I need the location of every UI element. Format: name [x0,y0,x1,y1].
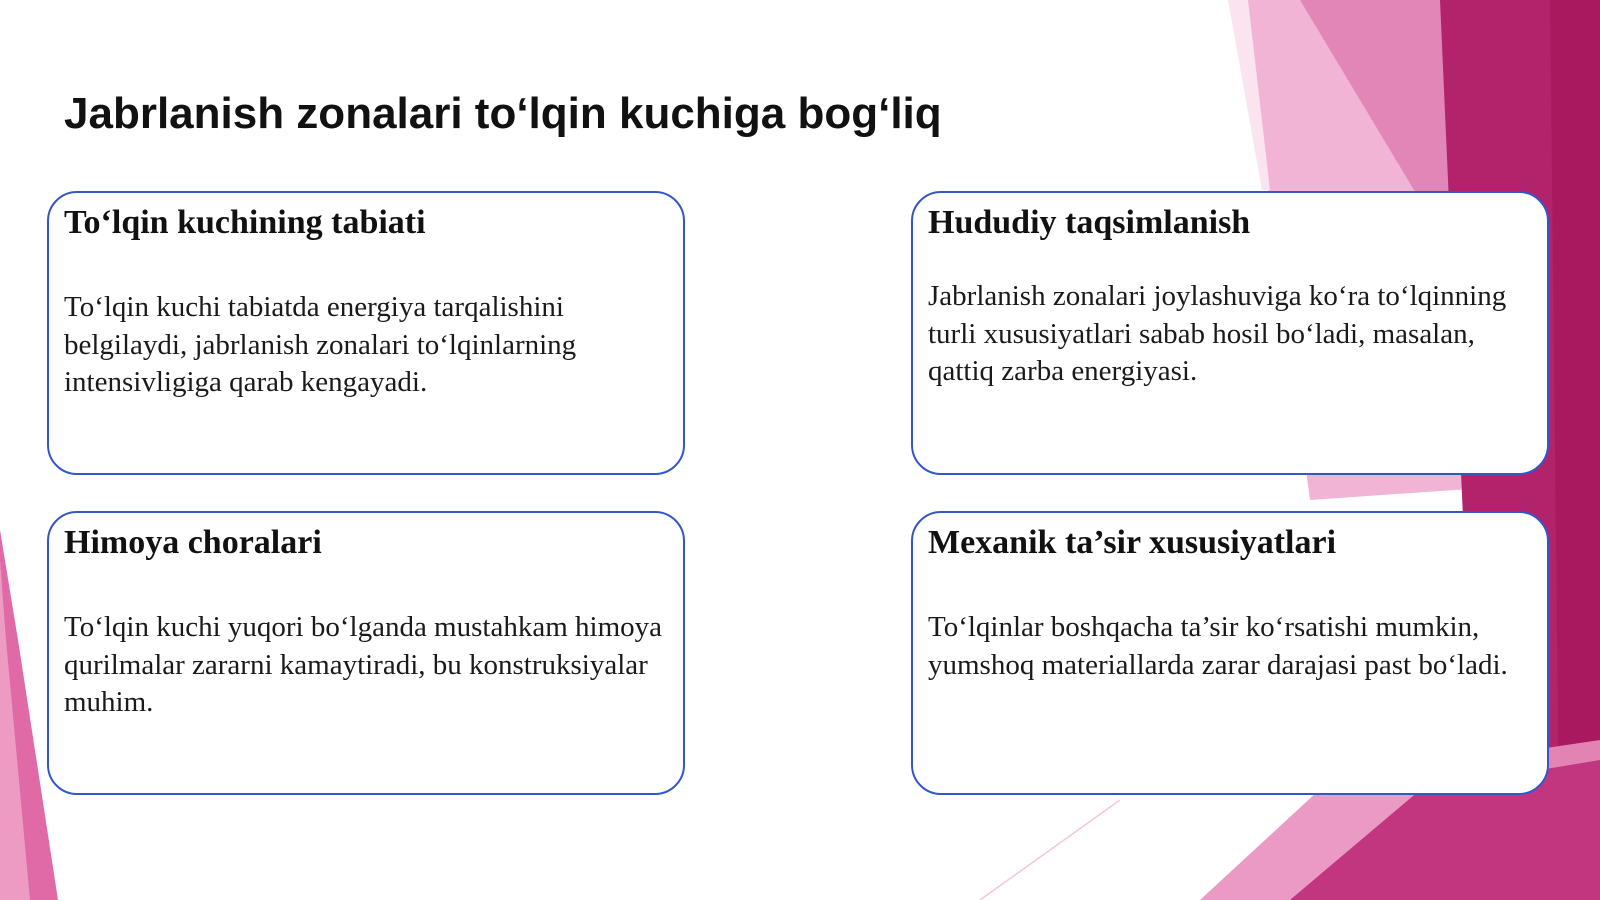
card-text: To‘lqinlar boshqacha ta’sir ko‘rsatishi mumkin, yumshoq materiallarda zarar darajasi past bo‘ladi. [928,611,1508,681]
card-mechanical-impact [911,511,1549,795]
card-text: Jabrlanish zonalari joylashuviga ko‘ra to‘lqinning turli xususiyatlari sabab hosil bo‘ladi, masalan, qattiq zarba energiyasi. [928,280,1507,387]
decor-thin-line [980,800,1120,900]
card-heading: Mexanik ta’sir xususiyatlari [928,524,1337,561]
card-text: To‘lqin kuchi tabiatda energiya tarqalishini belgilaydi, jabrlanish zonalari to‘lqinlarning intensivligiga qarab kengayadi. [64,291,577,398]
card-wave-power-nature [47,191,685,475]
card-regional-distribution [911,191,1549,475]
card-heading: Hududiy taqsimlanish [928,204,1251,241]
card-text: To‘lqin kuchi yuqori bo‘lganda mustahkam himoya qurilmalar zararni kamaytiradi, bu konstruksiyalar muhim. [64,611,662,718]
slide-title: Jabrlanish zonalari to‘lqin kuchiga bog‘liq [64,89,942,138]
card-heading: To‘lqin kuchining tabiati [64,204,426,241]
card-heading: Himoya choralari [64,524,322,561]
card-protection-measures [47,511,685,795]
